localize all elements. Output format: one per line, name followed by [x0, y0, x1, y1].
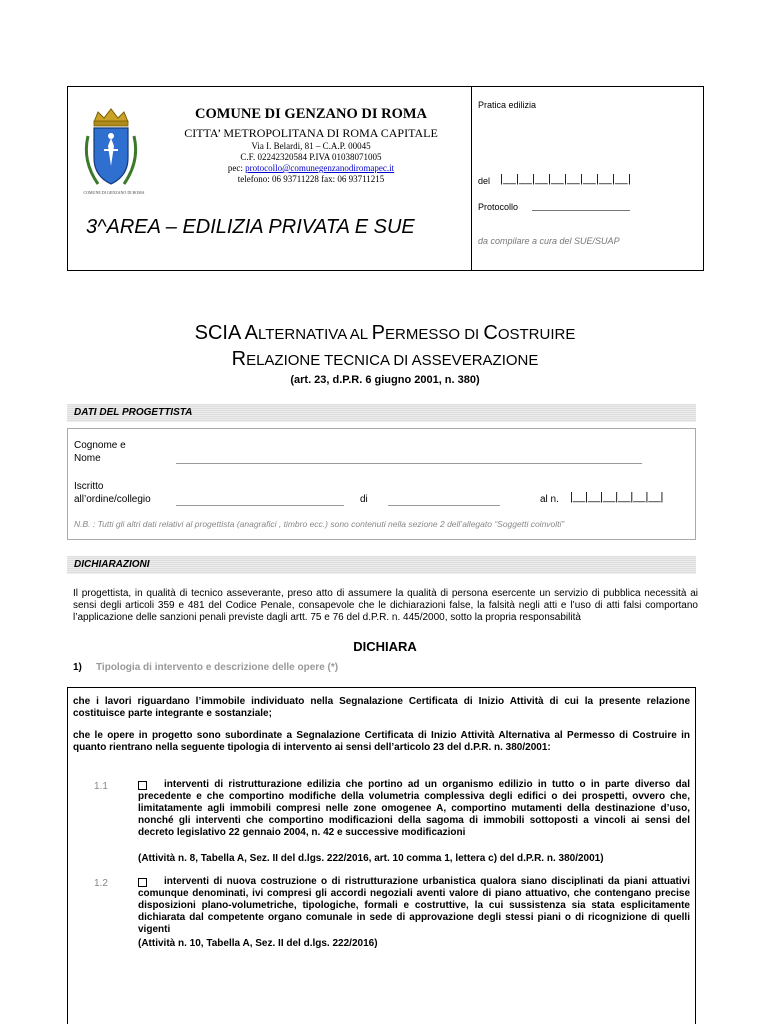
crest-caption: COMUNE DI GENZANO DI ROMA: [83, 190, 145, 195]
pec-line: [150, 163, 472, 174]
sub-item-1-1-ref: (Attività n. 8, Tabella A, Sez. II del d.lgs. 222/2016, art. 10 comma 1, lettera c) del d.P.R. n. 380/2001): [138, 853, 604, 864]
nome-label: Nome: [74, 453, 101, 464]
ordine-field[interactable]: [176, 505, 344, 506]
section-bar-dichiarazioni: [67, 556, 696, 574]
section-title: DICHIARAZIONI: [74, 559, 150, 570]
sub-item-1-2-number: 1.2: [94, 878, 108, 889]
sub-item-1-2-text: interventi di nuova costruzione o di ristrutturazione urbanistica qualora siano disciplinati da piani attuativi comunque denominati, ivi compresi gli accordi negoziali aventi valore di piano attuativo, che contengano precise disposizioni plano-volumetriche, tipologiche, formali e costruttive, la cui sussistenza sia stata esplicitamente dichiarata dal competente organo comunale in sede di approvazione degli stessi piani o di ricognizione di quelli vigenti: [138, 876, 690, 935]
protocollo-field[interactable]: [532, 210, 630, 211]
section-title: DATI DEL PROGETTISTA: [74, 407, 193, 418]
al-n-label: al n.: [540, 494, 559, 505]
comune-title: COMUNE DI GENZANO DI ROMA: [195, 106, 427, 122]
area-title: 3^AREA – EDILIZIA PRIVATA E SUE: [86, 216, 415, 238]
fiscal-codes: C.F. 02242320584 P.IVA 01038071005: [240, 152, 382, 162]
cognome-label: Cognome e: [74, 440, 126, 451]
subtitle: (art. 23, d.P.R. 6 giugno 2001, n. 380): [290, 374, 480, 386]
cognome-nome-field[interactable]: [176, 463, 642, 464]
di-field[interactable]: [388, 505, 500, 506]
paragraph-opere: che le opere in progetto sono subordinate a Segnalazione Certificata di Inizio Attività Alternativa al Permesso di Costruire in quanto rientrano nella seguente tipologia di intervento ai sensi dell’articolo 23 del d.P.R. n. 380/2001:: [73, 730, 690, 753]
pec-email-link[interactable]: protocollo@comunegenzanodiromapec.it: [245, 163, 395, 173]
protocollo-label: Protocollo: [478, 202, 519, 212]
pec-label: pec:: [227, 163, 246, 173]
item-1-number: 1): [73, 662, 82, 673]
ordine-label: all’ordine/collegio: [74, 494, 151, 505]
dichiara-heading: DICHIARA: [353, 639, 417, 654]
paragraph-lavori: che i lavori riguardano l’immobile individuato nella Segnalazione Certificata di Inizio Attività di cui la presente relazione costituisce parte integrante e sostanziale;: [73, 696, 690, 719]
main-title-line-2: RELAZIONE TECNICA DI ASSEVERAZIONE: [231, 348, 539, 370]
sub-item-1-1-text: interventi di ristrutturazione edilizia che portino ad un organismo edilizio in tutto o in parte diverso dal precedente e che comportino modifiche della volumetria complessiva degli edifici o dei prospetti, ovvero che, limitatamente agli immobili compresi nelle zone omogenee A, comportino mutamenti della destinazione d’uso, nonché gli interventi che comportino modificazioni della sagoma di immobili sottoposti a vincoli ai sensi del decreto legislativo 22 gennaio 2004, n. 42 e successive modificazioni: [138, 779, 690, 838]
section-bar-progettista: [67, 404, 696, 422]
main-title-line-1: SCIA ALTERNATIVA AL PERMESSO DI COSTRUIRE: [194, 322, 576, 344]
iscritto-label: Iscritto: [74, 481, 104, 492]
phone-fax: telefono: 06 93711228 fax: 06 93711215: [237, 174, 385, 184]
sub-item-1-1-number: 1.1: [94, 781, 108, 792]
da-compilare-note: da compilare a cura del SUE/SUAP: [478, 236, 620, 246]
al-n-boxes-field[interactable]: |__|__|__|__|__|__|: [570, 491, 664, 503]
item-1-title: Tipologia di intervento e descrizione delle opere (*): [96, 662, 339, 673]
progettista-note: N.B. : Tutti gli altri dati relativi al progettista (anagrafici , timbro ecc.) sono contenuti nella sezione 2 dell’allegato “Soggetti coinvolti”: [74, 519, 565, 529]
intro-paragraph: Il progettista, in qualità di tecnico asseverante, preso atto di assumere la qualità di persona esercente un servizio di pubblica necessità ai sensi degli articoli 359 e 481 del Codice Penale, consapevole che le dichiarazioni false, la falsità negli atti e l’uso di atti falsi comportano l’applicazione delle sanzioni penali previste dagli artt. 75 e 76 del d.P.R. n. 445/2000, sotto la propria responsabilità: [73, 588, 698, 623]
del-label: del: [478, 176, 491, 186]
coat-of-arms-icon: [80, 106, 142, 192]
date-boxes-field[interactable]: |__|__|__|__|__|__|__|__|: [500, 173, 632, 185]
citta-metropolitana: CITTA’ METROPOLITANA DI ROMA CAPITALE: [184, 126, 438, 140]
pratica-edilizia-label: Pratica edilizia: [478, 100, 537, 110]
sub-item-1-2-ref: (Attività n. 10, Tabella A, Sez. II del d.lgs. 222/2016): [138, 938, 378, 949]
di-label: di: [360, 494, 368, 505]
address: Via I. Belardi, 81 – C.A.P. 00045: [251, 141, 371, 151]
